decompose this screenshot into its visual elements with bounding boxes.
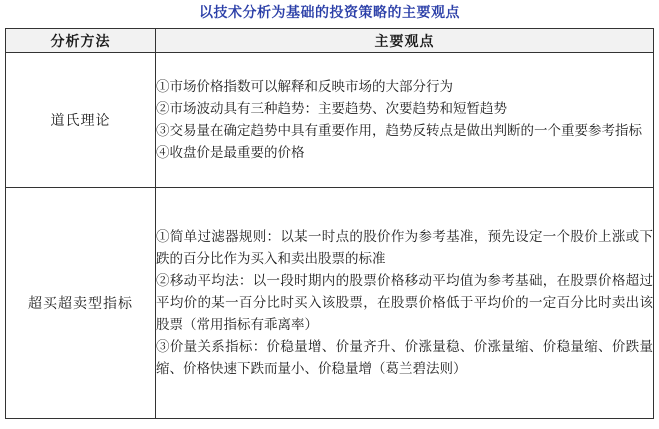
point-item: ②市场波动具有三种趋势：主要趋势、次要趋势和短暂趋势: [156, 101, 507, 117]
point-item: ①简单过滤器规则：以某一时点的股价作为参考基准，预先设定一个股价上涨或下跌的百分比作为买入和卖出股票的标准: [156, 229, 653, 267]
point-item: ③交易量在确定趋势中具有重要作用，趋势反转点是做出判断的一个重要参考指标: [156, 123, 642, 139]
points-cell: [156, 53, 654, 188]
header-points: 主要观点: [156, 29, 654, 53]
table-row: [6, 53, 654, 188]
table-row: [6, 188, 654, 419]
strategy-table: [5, 28, 654, 419]
points-cell: [156, 188, 654, 419]
point-item: ②移动平均法：以一段时期内的股票价格移动平均值为参考基础，在股票价格超过平均价的某一百分比时买入该股票，在股票价格低于平均价的一定百分比时卖出该股票（常用指标有乖离率）: [156, 273, 653, 333]
header-method: 分析方法: [6, 29, 156, 53]
point-item: ①市场价格指数可以解释和反映市场的大部分行为: [156, 79, 453, 95]
table-title: 以技术分析为基础的投资策略的主要观点: [199, 5, 460, 21]
method-cell: 超买超卖型指标: [6, 188, 156, 419]
method-cell: 道氏理论: [6, 53, 156, 188]
point-item: ④收盘价是最重要的价格: [156, 145, 305, 161]
point-item: ③价量关系指标：价稳量增、价量齐升、价涨量稳、价涨量缩、价稳量缩、价跌量缩、价格快速下跌而量小、价稳量增（葛兰碧法则）: [156, 339, 653, 377]
table-header-row: [6, 29, 654, 53]
